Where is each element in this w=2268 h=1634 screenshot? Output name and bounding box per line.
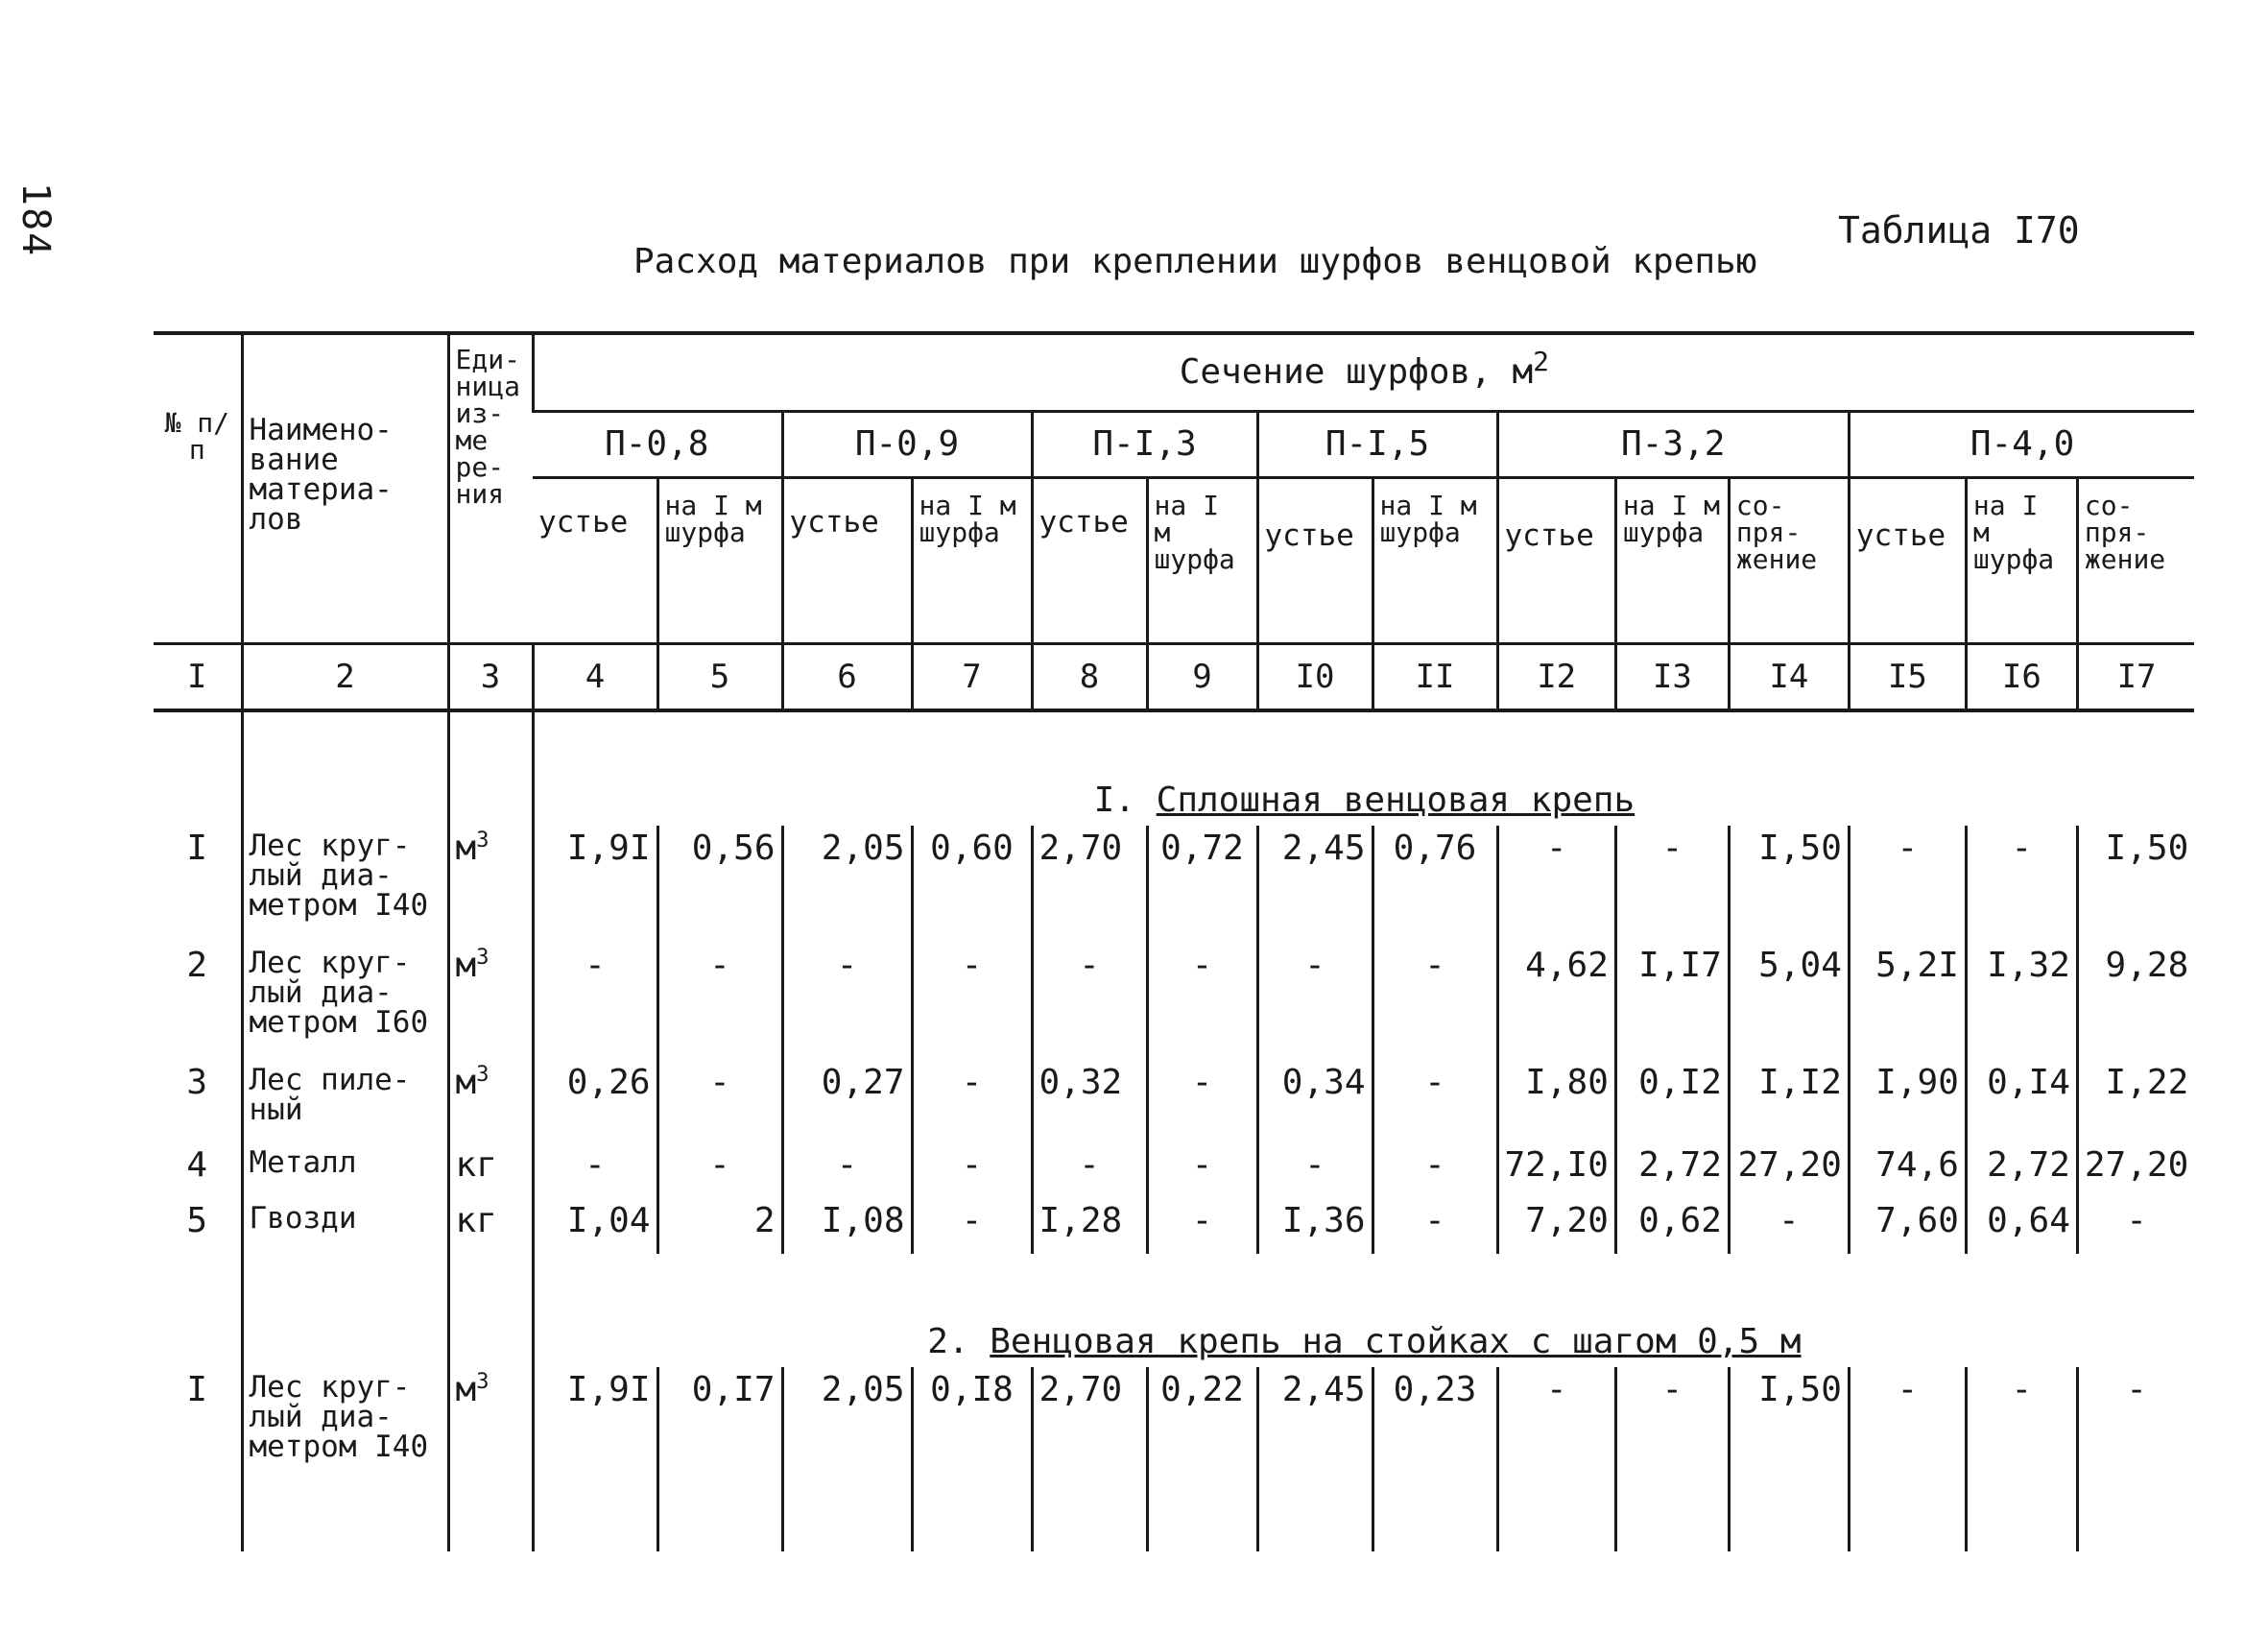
group-p15: П-I,5 [1257,412,1497,478]
table-row [154,943,2194,1060]
value-cell: I,32 [1966,943,2077,1060]
value-cell: 2,45 [1257,826,1373,943]
table-row [154,1198,2194,1254]
column-number: I5 [1849,644,1966,711]
unit-cell [448,943,533,1060]
column-number: II [1373,644,1497,711]
group-p40: П-4,0 [1849,412,2194,478]
column-number: I6 [1966,644,2077,711]
value-cell: 2,72 [1966,1142,2077,1198]
value-cell: 0,I4 [1966,1060,2077,1142]
empty-cell [2077,1484,2194,1551]
material-name: Гвозди [242,1198,448,1254]
empty-cell [912,1484,1032,1551]
value-cell: 5,04 [1729,943,1849,1060]
value-cell: - [657,943,782,1060]
sub-mouth: устье [1849,478,1966,644]
value-cell: - [1257,1142,1373,1198]
value-cell: 0,22 [1147,1367,1257,1484]
unit-cell [448,1060,533,1142]
value-cell: - [1849,826,1966,943]
column-number: 8 [1032,644,1147,711]
value-cell: - [657,1060,782,1142]
value-cell: - [1966,1367,2077,1484]
column-number: I2 [1497,644,1615,711]
sub-per-m: на I м шурфа [1373,478,1497,644]
section-title-row [154,1254,2194,1367]
value-cell: 0,60 [912,826,1032,943]
empty-cell [1615,1484,1729,1551]
value-cell: 2,70 [1032,1367,1147,1484]
row-number: 5 [186,1201,208,1240]
table-row [154,1142,2194,1198]
value-cell: - [1147,1142,1257,1198]
value-cell: 0,26 [533,1060,657,1142]
column-number: 2 [242,644,448,711]
value-cell: 2,72 [1615,1142,1729,1198]
value-cell: - [1257,943,1373,1060]
sub-mouth: устье [1032,478,1147,644]
value-cell: 5,2I [1849,943,1966,1060]
section-title-text: Венцовая крепь на стойках с шагом 0,5 м [990,1322,1802,1361]
value-cell: 0,62 [1615,1198,1729,1254]
column-number: 7 [912,644,1032,711]
column-number: 9 [1147,644,1257,711]
row-number: I [186,1370,208,1409]
value-cell: - [1032,1142,1147,1198]
sub-per-m: на I м шурфа [1615,478,1729,644]
section-spacer [448,710,533,826]
value-cell: 7,60 [1849,1198,1966,1254]
column-number: 6 [782,644,912,711]
value-cell: - [912,943,1032,1060]
empty-cell [782,1484,912,1551]
table-number: Таблица I70 [1838,209,2080,252]
value-cell: 2,05 [782,826,912,943]
value-cell: I,50 [2077,826,2194,943]
sub-per-m: на I м шурфа [912,478,1032,644]
column-number: 3 [448,644,533,711]
sub-mouth: устье [1257,478,1373,644]
sub-joint: со- пря- жение [1729,478,1849,644]
sub-joint: со- пря- жение [2077,478,2194,644]
section-spacer [154,710,242,826]
empty-cell [448,1484,533,1551]
section-number: 2. [927,1322,969,1361]
value-cell: I,9I [533,1367,657,1484]
value-cell: - [1373,1198,1497,1254]
value-cell: I,I2 [1729,1060,1849,1142]
table-title: Расход материалов при креплении шурфов венцовой крепью [633,242,1757,281]
value-cell: I,90 [1849,1060,1966,1142]
value-cell: 2 [657,1198,782,1254]
row-number: 3 [186,1063,208,1102]
unit-sup: 3 [476,1063,489,1087]
unit-cell [448,1198,533,1254]
value-cell: - [1147,1060,1257,1142]
empty-cell [1147,1484,1257,1551]
section-spacer [242,1254,448,1367]
value-cell: - [782,1142,912,1198]
value-cell: - [782,943,912,1060]
unit-sup: 3 [476,829,489,853]
material-name: Металл [242,1142,448,1198]
sub-mouth: устье [533,478,657,644]
header-row-number: № п/п [154,333,242,644]
empty-cell [1257,1484,1373,1551]
section-caption-sup: 2 [1533,346,1550,377]
value-cell: - [2077,1367,2194,1484]
value-cell: 2,70 [1032,826,1147,943]
value-cell: - [1729,1198,1849,1254]
value-cell: - [1615,1367,1729,1484]
value-cell: - [1615,826,1729,943]
value-cell: - [533,943,657,1060]
empty-cell [1849,1484,1966,1551]
value-cell: I,9I [533,826,657,943]
section-caption-text: Сечение шурфов, м [1179,352,1534,392]
table-row [154,1367,2194,1484]
value-cell: 0,56 [657,826,782,943]
header-unit: Еди- ница из- ме ре- ния [448,333,533,644]
value-cell: 0,I2 [1615,1060,1729,1142]
empty-cell [1497,1484,1615,1551]
empty-cell [242,1484,448,1551]
value-cell: I,50 [1729,1367,1849,1484]
empty-cell [1373,1484,1497,1551]
value-cell: - [912,1060,1032,1142]
unit-text: м [455,946,477,985]
value-cell: - [1147,943,1257,1060]
column-number: 4 [533,644,657,711]
section-spacer [154,1254,242,1367]
value-cell: - [912,1198,1032,1254]
value-cell: 0,32 [1032,1060,1147,1142]
unit-text: кг [455,1145,497,1185]
value-cell: 7,20 [1497,1198,1615,1254]
unit-text: м [455,1063,477,1102]
unit-text: кг [455,1201,497,1240]
column-number: I7 [2077,644,2194,711]
section-title [533,710,2194,826]
value-cell: I,36 [1257,1198,1373,1254]
value-cell: 0,I7 [657,1367,782,1484]
unit-text: м [455,829,477,868]
value-cell: I,22 [2077,1060,2194,1142]
value-cell: 4,62 [1497,943,1615,1060]
value-cell: 27,20 [1729,1142,1849,1198]
sub-per-m: на I м шурфа [1966,478,2077,644]
value-cell: 0,72 [1147,826,1257,943]
value-cell: 0,34 [1257,1060,1373,1142]
group-p32: П-3,2 [1497,412,1849,478]
row-number: I [186,829,208,868]
unit-cell [448,826,533,943]
unit-cell [448,1367,533,1484]
value-cell: - [657,1142,782,1198]
section-title [533,1254,2194,1367]
table-row [154,1060,2194,1142]
header-section-caption [533,333,2194,412]
empty-cell [154,1484,242,1551]
table-body [154,710,2194,1551]
column-number: I0 [1257,644,1373,711]
group-p13: П-I,3 [1032,412,1257,478]
section-spacer [448,1254,533,1367]
material-name: Лес круг- лый диа- метром I60 [242,943,448,1060]
section-spacer [242,710,448,826]
value-cell: 2,05 [782,1367,912,1484]
value-cell: I,I7 [1615,943,1729,1060]
material-name: Лес пиле- ный [242,1060,448,1142]
unit-sup: 3 [476,1370,489,1394]
section-number: I. [1093,781,1135,820]
column-number: I [154,644,242,711]
material-name: Лес круг- лый диа- метром I40 [242,1367,448,1484]
row-number: 4 [186,1145,208,1185]
empty-cell [1729,1484,1849,1551]
value-cell: 72,I0 [1497,1142,1615,1198]
table-row [154,826,2194,943]
value-cell: - [1032,943,1147,1060]
value-cell: 0,76 [1373,826,1497,943]
value-cell: - [533,1142,657,1198]
value-cell: 0,27 [782,1060,912,1142]
value-cell: - [912,1142,1032,1198]
value-cell: I,50 [1729,826,1849,943]
value-cell: - [1147,1198,1257,1254]
empty-cell [1966,1484,2077,1551]
group-p09: П-0,9 [782,412,1032,478]
sub-mouth: устье [1497,478,1615,644]
value-cell: 0,I8 [912,1367,1032,1484]
materials-table [154,331,2194,1551]
table-end-row [154,1484,2194,1551]
unit-cell [448,1142,533,1198]
empty-cell [657,1484,782,1551]
value-cell: - [1373,1142,1497,1198]
value-cell: I,28 [1032,1198,1147,1254]
empty-cell [1032,1484,1147,1551]
value-cell: - [2077,1198,2194,1254]
value-cell: - [1373,1060,1497,1142]
value-cell: - [1373,943,1497,1060]
material-name: Лес круг- лый диа- метром I40 [242,826,448,943]
value-cell: 0,64 [1966,1198,2077,1254]
column-number: I3 [1615,644,1729,711]
value-cell: - [1497,826,1615,943]
sub-per-m: на I м шурфа [657,478,782,644]
row-number: 2 [186,946,208,985]
group-p08: П-0,8 [533,412,782,478]
sub-mouth: устье [782,478,912,644]
value-cell: I,04 [533,1198,657,1254]
value-cell: 74,6 [1849,1142,1966,1198]
value-cell: 2,45 [1257,1367,1373,1484]
unit-sup: 3 [476,946,489,970]
value-cell: I,08 [782,1198,912,1254]
value-cell: - [1497,1367,1615,1484]
value-cell: 9,28 [2077,943,2194,1060]
column-number: 5 [657,644,782,711]
value-cell: - [1849,1367,1966,1484]
page-number: 184 [13,182,58,258]
value-cell: - [1966,826,2077,943]
value-cell: 27,20 [2077,1142,2194,1198]
section-title-text: Сплошная венцовая крепь [1156,781,1635,820]
value-cell: I,80 [1497,1060,1615,1142]
empty-cell [533,1484,657,1551]
value-cell: 0,23 [1373,1367,1497,1484]
sub-per-m: на I м шурфа [1147,478,1257,644]
column-number: I4 [1729,644,1849,711]
unit-text: м [455,1370,477,1409]
section-title-row [154,710,2194,826]
header-material-name: Наимено- вание материа- лов [242,333,448,644]
